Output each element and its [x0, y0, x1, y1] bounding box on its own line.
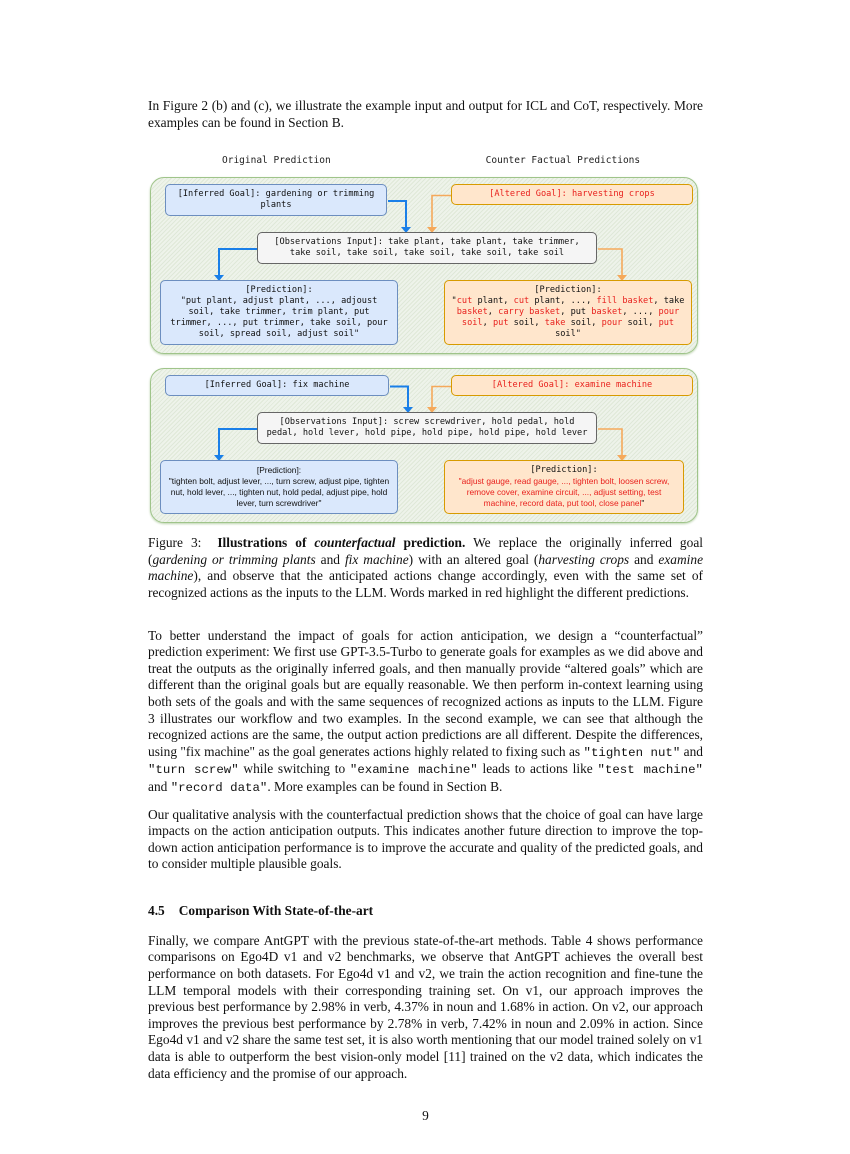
caption-label: Figure 3: — [148, 535, 202, 551]
prediction-row — [151, 460, 697, 514]
caption-text: and — [315, 551, 345, 567]
section-number: 4.5 — [148, 902, 165, 918]
prediction-label: [Prediction]: — [530, 465, 598, 476]
prediction-text-segment: " — [641, 498, 645, 509]
caption-text: ) with an altered goal ( — [408, 551, 539, 567]
prediction-text-segment: soil, — [622, 318, 659, 329]
intro-paragraph: In Figure 2 (b) and (c), we illustrate the example input and output for ICL and CoT, respectively. More examples can be found in Section B. — [148, 98, 703, 130]
figure-title-counterfactual: Counter Factual Predictions — [485, 155, 641, 167]
inferred-goal-box: [Inferred Goal]: gardening or trimming plants — [165, 184, 387, 216]
changed-action-text: put — [492, 318, 509, 329]
prediction-text-segment: plant, — [472, 296, 514, 307]
text: To better understand the impact of goals for action anticipation, we design a “counterfactual” prediction experiment: We first use GPT-3.5-Turbo to generate goals for examples as we did above and treat the outputs as the originally inferred goals, and then manually provide “altered goals” which are different than the original goals but are equally reasonable. We then perform in-context learning using both sets of the goals and with the same sequences of recognized actions as inputs to the LLM. Figure 3 illustrates our workflow and two examples. In the second example, we can see that although the recognized actions are the same, the output action predictions are all different. Despite the differences, using "fix machine" as the goal generates actions highly related to fixing such as — [148, 627, 703, 759]
caption-title-end: prediction. — [395, 535, 466, 551]
prediction-label: [Prediction]: — [256, 465, 302, 476]
prediction-text-segment: , ..., — [622, 307, 659, 318]
caption-text: We replace the originally inferred goal ( — [148, 535, 703, 567]
caption-title: Illustrations of — [217, 535, 315, 551]
page-number: 9 — [422, 1108, 429, 1124]
prediction-text — [450, 476, 678, 509]
qualitative-paragraph: Our qualitative analysis with the counterfactual prediction shows that the choice of goal can have large impacts on the action anticipation outputs. This indicates another future direction to improve the top-down action anticipation performance is to improve the accurate and quality of the predicted goals, and to consider multiple plausible goals. — [148, 806, 703, 872]
text: and — [680, 743, 703, 759]
prediction-label: [Prediction]: — [534, 285, 602, 296]
altered-goal-box: [Altered Goal]: examine machine — [451, 375, 693, 396]
example-panel-1 — [150, 177, 698, 354]
changed-action-text: carry basket — [498, 307, 561, 318]
prediction-text-segment: , — [487, 307, 499, 318]
code: "turn screw" — [148, 763, 239, 778]
changed-action-text: put — [658, 318, 675, 329]
changed-action-text: pour — [601, 318, 623, 329]
example-panel-2 — [150, 368, 698, 523]
text: . More examples can be found in Section B. — [267, 778, 503, 794]
section-heading — [148, 903, 703, 919]
prediction-text-segment: plant, ..., — [529, 296, 597, 307]
figure-title-original: Original Prediction — [222, 155, 331, 167]
caption-emphasis: fix machine — [344, 551, 409, 567]
original-prediction-box — [160, 280, 398, 345]
changed-action-text: "adjust gauge, read gauge, ..., tighten bolt, loosen screw, remove cover, examine circuit, ..., adjust setting, test machine, record data, put tool, close panel — [458, 476, 670, 509]
goal-row — [151, 375, 697, 396]
caption-emphasis: harvesting crops — [538, 551, 630, 567]
prediction-row — [151, 280, 697, 345]
prediction-text-segment: , take — [653, 296, 685, 307]
changed-action-text: pour soil — [461, 307, 680, 329]
changed-action-text: take — [544, 318, 566, 329]
prediction-text-segment: soil, — [508, 318, 545, 329]
prediction-text-segment: soil, — [565, 318, 602, 329]
figure-3 — [148, 155, 703, 523]
text: and — [148, 778, 171, 794]
goal-row — [151, 184, 697, 216]
observation-row — [151, 232, 697, 264]
text: leads to actions like — [477, 761, 598, 777]
code: "record data" — [170, 780, 268, 795]
observations-box: [Observations Input]: screw screwdriver, hold pedal, hold pedal, hold lever, hold pipe, hold pipe, hold pipe, hold lever — [257, 412, 597, 444]
caption-emphasis: examine machine — [148, 551, 704, 584]
counterfactual-prediction-box — [444, 280, 692, 345]
caption-text: ), and observe that the anticipated actions change accordingly, even with the same set of recognized actions as the inputs to the LLM. Words marked in red highlight the different predictions. — [148, 568, 703, 600]
text: while switching to — [238, 761, 350, 777]
code: "examine machine" — [349, 763, 478, 778]
changed-action-text: fill basket — [596, 296, 654, 307]
sota-paragraph: Finally, we compare AntGPT with the previous state-of-the-art methods. Table 4 shows performance comparisons on Ego4D v1 and v2 benchmarks, we observe that AntGPT achieves the overall best performance on both datasets. For Ego4d v1 and v2, we train the action recognition and fine-tune the LLM temporal models with their corresponding training set. On v1, our approach improves the previous best performance by 2.98% in verb, 4.37% in noun and 1.68% in action. On v2, our approach improves the previous best performance by 2.78% in verb, 7.42% in noun and 2.09% in action. Since Ego4d v1 and v2 share the same test set, it is also worth mentioning that our model trained solely on v1 data is able to outperform the best vision-only model [11] trained on the v2 data, which indicates the data efficiency and the promise of our approach. — [148, 932, 703, 1081]
prediction-text: "put plant, adjust plant, ..., adjoust soil, take trimmer, trim plant, put trimmer, ..., put trimmer, take soil, pour soil, spread soil, adjust soil" — [170, 296, 388, 340]
changed-action-text: cut — [456, 296, 473, 307]
prediction-label: [Prediction]: — [245, 285, 313, 296]
prediction-text-segment: " — [451, 296, 457, 307]
observation-row — [151, 412, 697, 444]
prediction-text: "tighten bolt, adjust lever, ..., turn screw, adjust pipe, tighten nut, hold lever, ..., tighten nut, hold pedal, adjust pipe, hold lever, turn screwdriver" — [168, 476, 390, 509]
figure-titles — [148, 155, 703, 171]
original-prediction-box — [160, 460, 398, 514]
prediction-text-segment: soil" — [555, 329, 581, 340]
caption-text: and — [629, 551, 659, 567]
altered-goal-box: [Altered Goal]: harvesting crops — [451, 184, 693, 205]
prediction-text — [450, 296, 686, 340]
observations-box: [Observations Input]: take plant, take plant, take trimmer, take soil, take soil, take soil, take soil, take soil — [257, 232, 597, 264]
caption-title-emphasis: counterfactual — [314, 535, 396, 551]
caption-emphasis: gardening or trimming plants — [152, 551, 316, 567]
prediction-text-segment: , put — [560, 307, 592, 318]
changed-action-text: basket — [456, 307, 488, 318]
inferred-goal-box: [Inferred Goal]: fix machine — [165, 375, 389, 396]
code: "test machine" — [597, 763, 703, 778]
figure-caption — [148, 535, 703, 601]
code: "tighten nut" — [583, 745, 681, 760]
counterfactual-paragraph — [148, 628, 703, 797]
changed-action-text: basket — [591, 307, 623, 318]
section-title: Comparison With State-of-the-art — [178, 902, 374, 918]
changed-action-text: cut — [513, 296, 530, 307]
counterfactual-prediction-box — [444, 460, 684, 514]
prediction-text-segment: , — [482, 318, 493, 329]
